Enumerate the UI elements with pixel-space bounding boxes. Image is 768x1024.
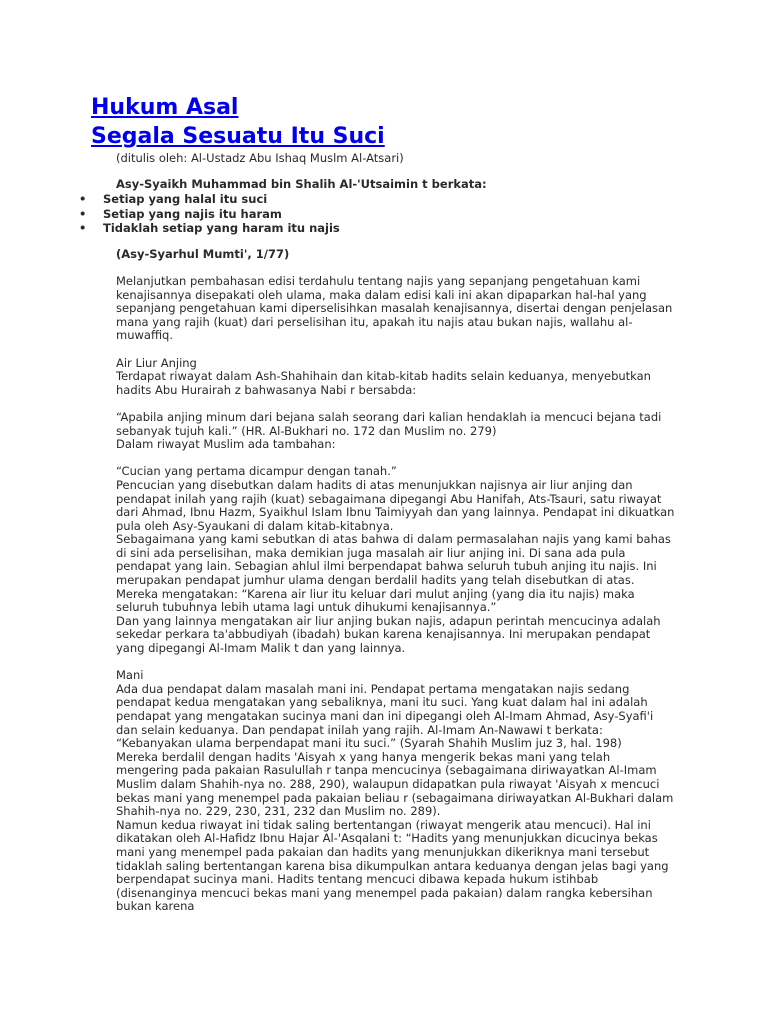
paragraph-intro: Melanjutkan pembahasan edisi terdahulu tentang najis yang sepanjang pengetahuan kami kenajisannya disepakati oleh ulama, maka dalam edisi kali ini akan dipaparkan hal-hal yang sepanjang pengetahuan kami diperselisihkan masalah kenajisannya, disertai dengan penjelasan mana yang rajih (kuat) dari perselisihan itu, apakah itu najis atau bukan najis, wallahu al-muwaffiq. [116, 274, 673, 343]
paragraph: Pencucian yang disebutkan dalam hadits di atas menunjukkan najisnya air liur anjing dan pendapat inilah yang rajih (kuat) sebagaimana dipegangi Abu Hanifah, Ats-Tsauri, satu riwayat dari Ahmad, Ibnu Hazm, Syaikhul Islam Ibnu Taimiyyah dan yang lainnya. Pendapat ini dikuatkan pula oleh Asy-Syaukani di dalam kitab-kitabnya. [116, 477, 675, 533]
bullet-icon: • [79, 206, 87, 221]
paragraph: Dan yang lainnya mengatakan air liur anjing bukan najis, adapun perintah mencucinya adalah sekedar perkara ta'abbudiyah (ibadah) bukan karena kenajisannya. Ini merupakan pendapat yang dipegangi Al-Imam Malik t dan yang lainnya. [116, 613, 661, 656]
title-line-1[interactable]: Hukum Asal [91, 95, 239, 120]
author-line: (ditulis oleh: Al-Ustadz Abu Ishaq Muslm Al-Atsari) [116, 151, 404, 165]
article-body [116, 275, 676, 914]
section-heading-mani: Mani [116, 668, 144, 683]
paragraph: Namun kedua riwayat ini tidak saling bertentangan (riwayat mengerik atau mencuci). Hal ini dikatakan oleh Al-Hafidz Ibnu Hajar Al-'Asqalani t: “Hadits yang menunjukkan dicucinya bekas mani yang menempel pada pakaian dan hadits yang menunjukkan dikeriknya mani tersebut tidaklah saling bertentangan karena bisa dikumpulkan antara keduanya dengan jelas bagi yang berpendapat sucinya mani. Hadits tentang mencuci dibawa kepada hukum istihbab (disenanginya mencuci bekas mani yang menempel pada pakaian) dalam rangka kebersihan bukan karena [116, 817, 669, 914]
paragraph: Sebagaimana yang kami sebutkan di atas bahwa di dalam permasalahan najis yang kami bahas di sini ada perselisihan, maka demikian juga masalah air liur anjing ini. Di sana ada pula pendapat yang lain. Sebagian ahlul ilmi berpendapat bahwa seluruh tubuh anjing itu najis. Ini merupakan pendapat jumhur ulama dengan berdalil hadits yang telah disebutkan di atas. Mereka mengatakan: “Karena air liur itu keluar dari mulut anjing (yang dia itu najis) maka seluruh tubuhnya lebih utama lagi untuk dihukumi kenajisannya.” [116, 532, 671, 615]
citation-source: (Asy-Syarhul Mumti', 1/77) [116, 247, 290, 261]
hadith-quote: “Cucian yang pertama dicampur dengan tanah.” [116, 464, 397, 479]
bullet-icon: • [79, 221, 87, 235]
list-item: • Tidaklah setiap yang haram itu najis [79, 221, 340, 235]
section-heading-air-liur-anjing: Air Liur Anjing [116, 355, 197, 370]
list-item: • Setiap yang halal itu suci [79, 192, 268, 206]
article-title[interactable] [91, 93, 385, 151]
paragraph: Mereka berdalil dengan hadits 'Aisyah x yang hanya mengerik bekas mani yang telah mengering pada pakaian Rasulullah r tanpa mencucinya (sebagaimana diriwayatkan Al-Imam Muslim dalam Shahih-nya no. 288, 290), walaupun didapatkan pula riwayat 'Aisyah x mencuci bekas mani yang menempel pada pakaian beliau r (sebagaimana diriwayatkan Al-Bukhari dalam Shahih-nya no. 229, 230, 231, 232 dan Muslim no. 289). [116, 749, 674, 819]
paragraph: Ada dua pendapat dalam masalah mani ini. Pendapat pertama mengatakan najis sedang pendapat kedua mengatakan yang sebaliknya, mani itu suci. Yang kuat dalam hal ini adalah pendapat yang mengatakan sucinya mani dan ini dipegangi oleh Al-Imam Ahmad, Asy-Syafi'i dan selain keduanya. Dan pendapat inilah yang rajih. Al-Imam An-Nawawi t berkata: “Kebanyakan ulama berpendapat mani itu suci.” (Syarah Shahih Muslim juz 3, hal. 198) [116, 681, 654, 751]
paragraph: Dalam riwayat Muslim ada tambahan: [116, 437, 336, 452]
title-line-2[interactable]: Segala Sesuatu Itu Suci [91, 124, 385, 149]
paragraph: Terdapat riwayat dalam Ash-Shahihain dan kitab-kitab hadits selain keduanya, menyebutkan hadits Abu Hurairah z bahwasanya Nabi r bersabda: [116, 369, 651, 397]
quote-intro: Asy-Syaikh Muhammad bin Shalih Al-'Utsaimin t berkata: [116, 177, 487, 191]
principle-list [79, 192, 340, 236]
hadith-quote: “Apabila anjing minum dari bejana salah seorang dari kalian hendaklah ia mencuci bejana tadi sebanyak tujuh kali.” (HR. Al-Bukhari no. 172 dan Muslim no. 279) [116, 409, 662, 438]
list-item: • Setiap yang najis itu haram [79, 206, 282, 221]
bullet-icon: • [79, 192, 87, 206]
